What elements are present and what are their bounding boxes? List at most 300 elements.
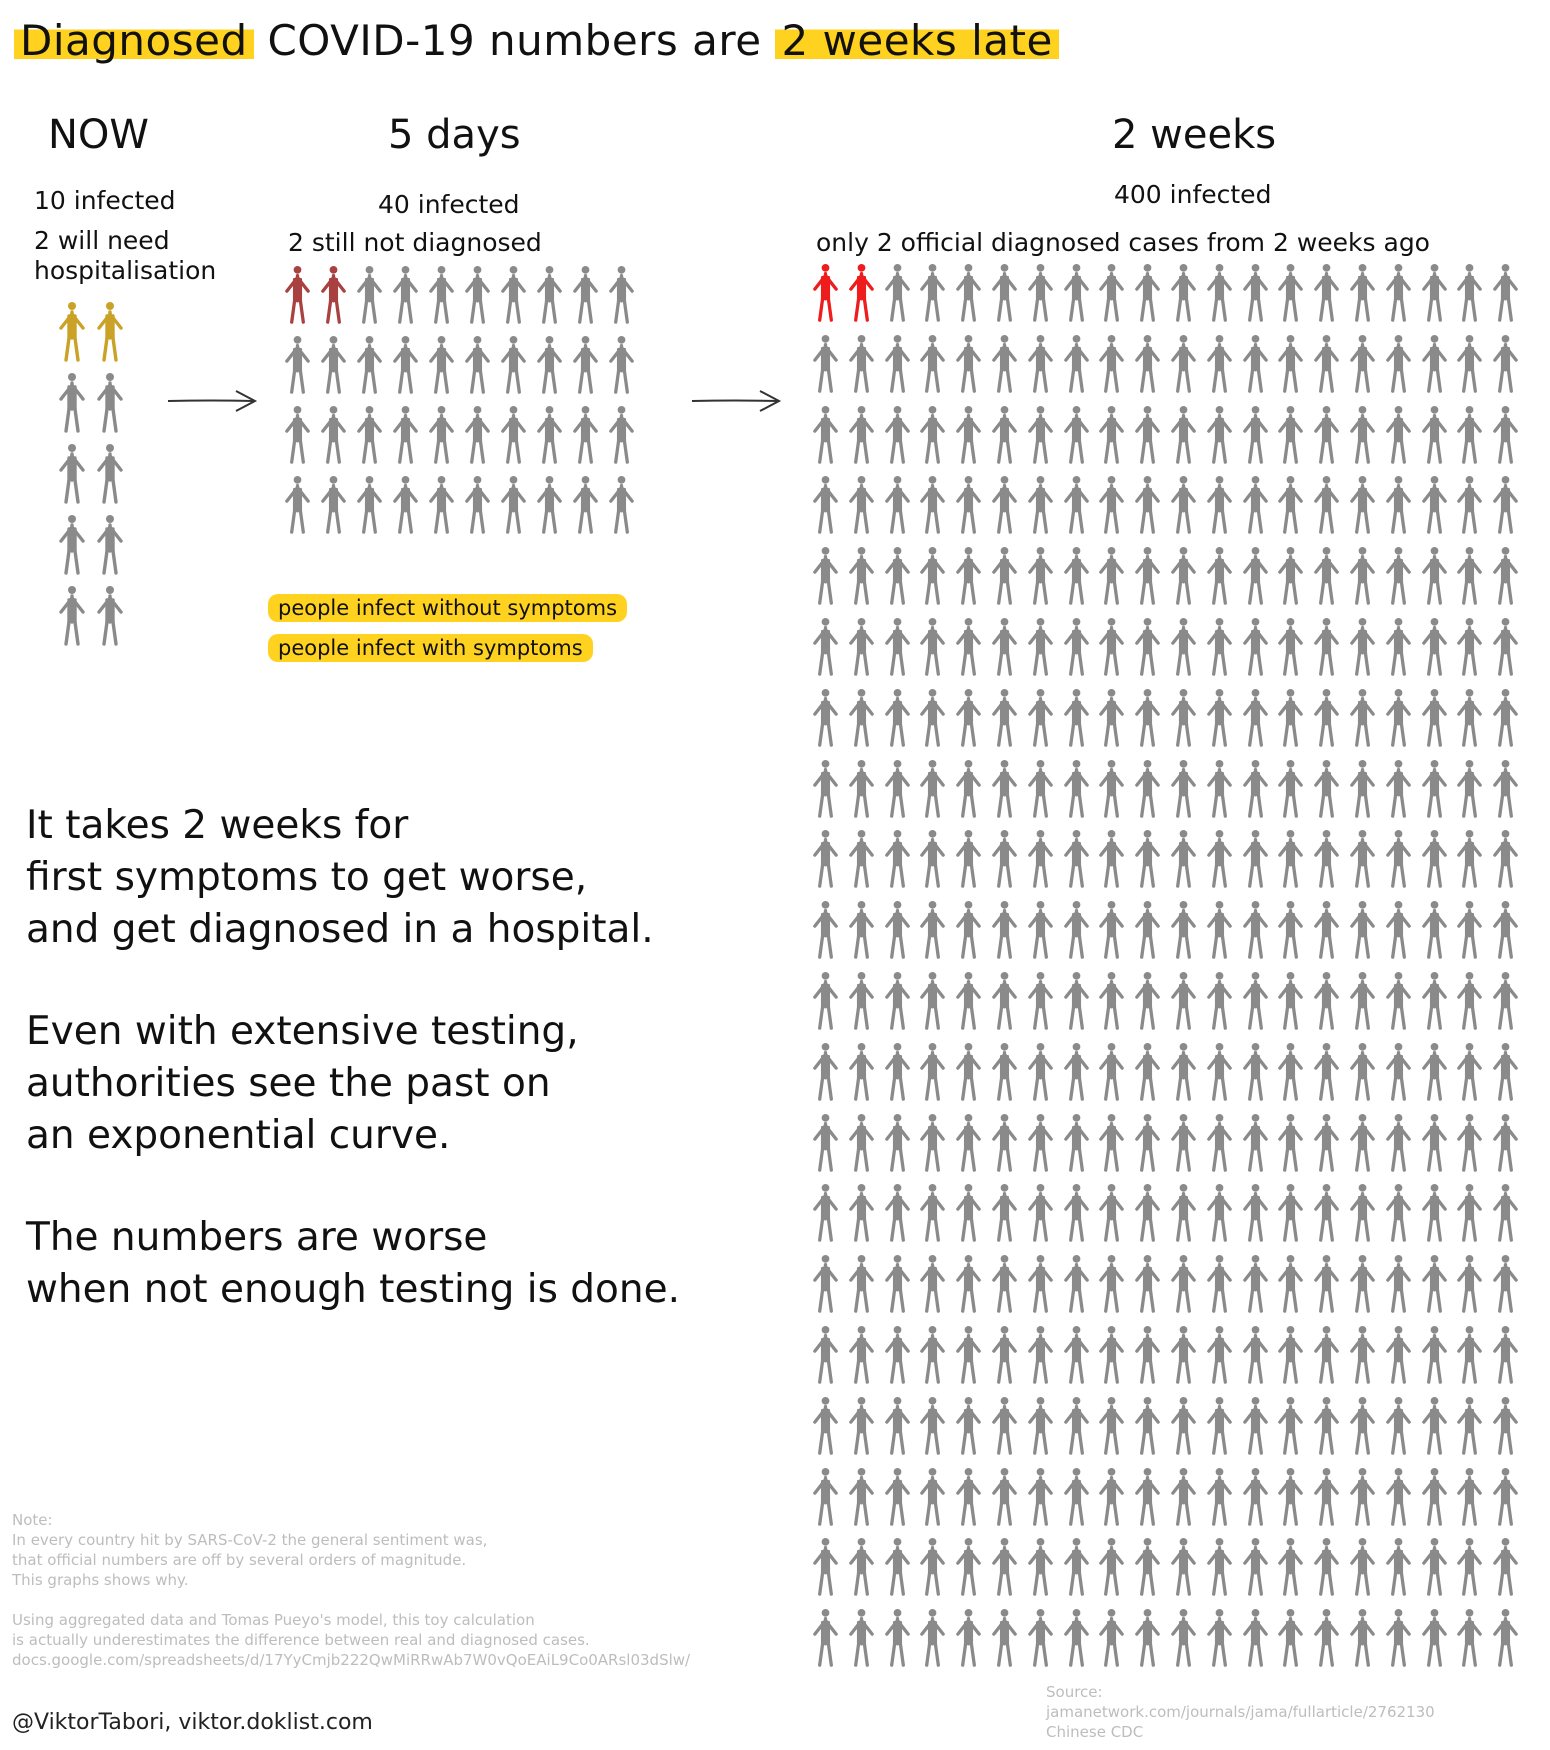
person-icon	[1347, 1041, 1378, 1103]
person-icon	[1132, 899, 1163, 961]
person-icon	[1347, 1466, 1378, 1528]
now-heading: NOW	[48, 112, 149, 158]
person-icon	[1240, 1607, 1271, 1669]
person-icon	[282, 474, 313, 536]
person-icon	[1419, 545, 1450, 607]
person-icon	[570, 474, 601, 536]
person-icon	[917, 474, 948, 536]
person-icon	[1347, 333, 1378, 395]
person-icon	[917, 1253, 948, 1315]
person-icon	[426, 474, 457, 536]
person-icon	[953, 1041, 984, 1103]
person-icon	[1096, 616, 1127, 678]
person-icon	[1132, 404, 1163, 466]
person-icon	[846, 828, 877, 890]
person-icon	[882, 1395, 913, 1457]
person-icon	[1025, 1253, 1056, 1315]
person-icon	[1275, 1536, 1306, 1598]
person-icon	[354, 264, 385, 326]
person-icon	[1419, 262, 1450, 324]
person-icon	[953, 262, 984, 324]
person-icon	[846, 404, 877, 466]
person-icon	[1490, 616, 1521, 678]
person-icon	[846, 616, 877, 678]
person-icon	[498, 474, 529, 536]
person-icon	[1132, 1112, 1163, 1174]
person-icon	[1168, 1466, 1199, 1528]
person-icon	[989, 404, 1020, 466]
person-icon	[534, 474, 565, 536]
person-icon	[917, 616, 948, 678]
person-icon	[810, 1041, 841, 1103]
person-icon	[1096, 333, 1127, 395]
person-icon	[1454, 262, 1485, 324]
person-icon	[498, 264, 529, 326]
person-icon	[390, 264, 421, 326]
person-icon	[1168, 616, 1199, 678]
person-icon	[1454, 474, 1485, 536]
person-icon	[1204, 474, 1235, 536]
person-icon	[1383, 687, 1414, 749]
person-icon	[989, 1466, 1020, 1528]
person-icon	[1383, 1395, 1414, 1457]
person-icon	[1240, 1182, 1271, 1244]
person-icon	[989, 1253, 1020, 1315]
person-icon	[1132, 1324, 1163, 1386]
person-icon	[882, 404, 913, 466]
person-icon	[1096, 970, 1127, 1032]
person-icon	[56, 513, 88, 577]
person-icon	[1132, 1041, 1163, 1103]
person-icon	[917, 1112, 948, 1174]
person-icon	[882, 758, 913, 820]
person-icon	[1275, 970, 1306, 1032]
person-icon	[1061, 404, 1092, 466]
person-icon	[1383, 474, 1414, 536]
person-icon	[462, 334, 493, 396]
person-icon	[1132, 1466, 1163, 1528]
person-icon	[1061, 1112, 1092, 1174]
person-icon	[882, 828, 913, 890]
person-icon	[94, 300, 126, 364]
person-icon	[882, 616, 913, 678]
person-icon	[390, 404, 421, 466]
person-icon	[1383, 262, 1414, 324]
explanation-p2-l1: Even with extensive testing,	[26, 1009, 579, 1054]
person-icon	[282, 264, 313, 326]
person-icon	[810, 1395, 841, 1457]
person-icon	[1347, 1395, 1378, 1457]
person-icon	[810, 1466, 841, 1528]
person-icon	[1311, 616, 1342, 678]
person-icon	[1204, 1536, 1235, 1598]
person-icon	[1347, 1112, 1378, 1174]
person-icon	[846, 333, 877, 395]
person-icon	[1168, 333, 1199, 395]
person-icon	[810, 1182, 841, 1244]
person-icon	[989, 899, 1020, 961]
person-icon	[953, 828, 984, 890]
person-icon	[1490, 828, 1521, 890]
person-icon	[1454, 616, 1485, 678]
person-icon	[1311, 404, 1342, 466]
person-icon	[1025, 758, 1056, 820]
person-icon	[1383, 1253, 1414, 1315]
person-icon	[882, 333, 913, 395]
person-icon	[1419, 404, 1450, 466]
note-spreadsheet-link[interactable]: docs.google.com/spreadsheets/d/17YyCmjb222QwMiRRwAb7W0vQoEAiL9Co0ARsl03dSlw/	[12, 1651, 691, 1669]
person-icon	[1490, 687, 1521, 749]
person-icon	[1383, 1041, 1414, 1103]
person-icon	[426, 334, 457, 396]
person-icon	[953, 899, 984, 961]
person-icon	[1025, 404, 1056, 466]
person-icon	[1347, 758, 1378, 820]
person-icon	[1025, 1112, 1056, 1174]
person-icon	[882, 262, 913, 324]
person-icon	[1204, 262, 1235, 324]
person-icon	[1275, 262, 1306, 324]
person-icon	[1275, 1395, 1306, 1457]
person-icon	[1061, 474, 1092, 536]
person-icon	[1168, 262, 1199, 324]
person-icon	[1347, 828, 1378, 890]
person-icon	[1383, 404, 1414, 466]
person-icon	[1419, 1041, 1450, 1103]
person-icon	[1061, 1041, 1092, 1103]
person-icon	[1454, 404, 1485, 466]
person-icon	[56, 300, 88, 364]
two-weeks-people-grid	[810, 262, 1526, 1678]
person-icon	[989, 474, 1020, 536]
person-icon	[1419, 687, 1450, 749]
person-icon	[882, 1466, 913, 1528]
person-icon	[810, 545, 841, 607]
person-icon	[56, 442, 88, 506]
person-icon	[1132, 1607, 1163, 1669]
person-icon	[953, 404, 984, 466]
person-icon	[56, 584, 88, 648]
person-icon	[810, 1253, 841, 1315]
person-icon	[1383, 545, 1414, 607]
person-icon	[1025, 1466, 1056, 1528]
person-icon	[989, 1112, 1020, 1174]
person-icon	[1132, 616, 1163, 678]
person-icon	[1061, 828, 1092, 890]
source-block	[1046, 1682, 1435, 1742]
person-icon	[989, 1607, 1020, 1669]
person-icon	[318, 474, 349, 536]
person-icon	[1454, 1041, 1485, 1103]
person-icon	[1454, 1536, 1485, 1598]
person-icon	[1061, 758, 1092, 820]
person-icon	[606, 264, 637, 326]
title-highlight-diagnosed: Diagnosed	[14, 16, 254, 65]
person-icon	[1490, 1182, 1521, 1244]
person-icon	[534, 334, 565, 396]
person-icon	[917, 758, 948, 820]
person-icon	[882, 1041, 913, 1103]
person-icon	[354, 334, 385, 396]
person-icon	[1419, 1607, 1450, 1669]
person-icon	[1490, 1041, 1521, 1103]
person-icon	[1204, 1112, 1235, 1174]
person-icon	[953, 333, 984, 395]
person-icon	[1025, 1182, 1056, 1244]
person-icon	[917, 545, 948, 607]
person-icon	[810, 616, 841, 678]
person-icon	[917, 404, 948, 466]
person-icon	[1454, 687, 1485, 749]
person-icon	[1096, 1324, 1127, 1386]
person-icon	[917, 1466, 948, 1528]
person-icon	[1383, 333, 1414, 395]
person-icon	[846, 1253, 877, 1315]
person-icon	[1061, 1395, 1092, 1457]
person-icon	[1096, 1253, 1127, 1315]
now-hosp-line1: 2 will need	[34, 226, 170, 255]
explanation-p1-l2: first symptoms to get worse,	[26, 855, 588, 900]
person-icon	[1347, 262, 1378, 324]
person-icon	[1204, 1395, 1235, 1457]
person-icon	[810, 333, 841, 395]
person-icon	[1419, 1253, 1450, 1315]
person-icon	[1454, 899, 1485, 961]
person-icon	[1096, 1112, 1127, 1174]
person-icon	[1383, 1466, 1414, 1528]
person-icon	[1132, 1182, 1163, 1244]
person-icon	[1383, 970, 1414, 1032]
person-icon	[1275, 474, 1306, 536]
arrow-right-icon	[166, 388, 258, 414]
two-weeks-heading: 2 weeks	[1112, 112, 1277, 158]
person-icon	[1419, 1395, 1450, 1457]
person-icon	[1454, 1324, 1485, 1386]
person-icon	[1096, 1607, 1127, 1669]
person-icon	[846, 1182, 877, 1244]
person-icon	[1311, 1041, 1342, 1103]
person-icon	[882, 1607, 913, 1669]
explanation-text	[26, 800, 786, 1366]
person-icon	[1454, 1182, 1485, 1244]
person-icon	[1454, 1466, 1485, 1528]
person-icon	[1204, 758, 1235, 820]
person-icon	[1204, 404, 1235, 466]
person-icon	[1168, 758, 1199, 820]
person-icon	[882, 1324, 913, 1386]
person-icon	[1419, 474, 1450, 536]
person-icon	[1240, 262, 1271, 324]
person-icon	[1061, 1182, 1092, 1244]
person-icon	[953, 1536, 984, 1598]
person-icon	[810, 899, 841, 961]
person-icon	[846, 545, 877, 607]
person-icon	[989, 1041, 1020, 1103]
person-icon	[1096, 828, 1127, 890]
person-icon	[1275, 687, 1306, 749]
person-icon	[282, 334, 313, 396]
person-icon	[390, 334, 421, 396]
note-block	[12, 1510, 690, 1670]
person-icon	[1025, 474, 1056, 536]
person-icon	[989, 687, 1020, 749]
person-icon	[1240, 828, 1271, 890]
source-link[interactable]: jamanetwork.com/journals/jama/fullarticle/2762130	[1046, 1703, 1435, 1721]
person-icon	[1454, 970, 1485, 1032]
person-icon	[1096, 404, 1127, 466]
person-icon	[917, 1324, 948, 1386]
person-icon	[354, 474, 385, 536]
person-icon	[534, 264, 565, 326]
person-icon	[1275, 616, 1306, 678]
explanation-p3-l2: when not enough testing is done.	[26, 1267, 681, 1312]
person-icon	[846, 1395, 877, 1457]
person-icon	[1168, 1536, 1199, 1598]
person-icon	[1383, 1324, 1414, 1386]
person-icon	[882, 1112, 913, 1174]
person-icon	[917, 333, 948, 395]
person-icon	[1490, 1536, 1521, 1598]
source-label: Source:	[1046, 1683, 1103, 1701]
person-icon	[1132, 262, 1163, 324]
person-icon	[1096, 1466, 1127, 1528]
person-icon	[1061, 1324, 1092, 1386]
person-icon	[1168, 404, 1199, 466]
person-icon	[882, 1182, 913, 1244]
person-icon	[1240, 758, 1271, 820]
person-icon	[1061, 899, 1092, 961]
person-icon	[1168, 828, 1199, 890]
person-icon	[1025, 262, 1056, 324]
person-icon	[1347, 616, 1378, 678]
person-icon	[917, 1395, 948, 1457]
person-icon	[1347, 404, 1378, 466]
person-icon	[1490, 1112, 1521, 1174]
person-icon	[1168, 1182, 1199, 1244]
person-icon	[917, 899, 948, 961]
person-icon	[953, 616, 984, 678]
person-icon	[846, 1324, 877, 1386]
person-icon	[1490, 1253, 1521, 1315]
person-icon	[94, 442, 126, 506]
person-icon	[1454, 1607, 1485, 1669]
person-icon	[318, 334, 349, 396]
person-icon	[1204, 828, 1235, 890]
person-icon	[846, 1112, 877, 1174]
person-icon	[1168, 545, 1199, 607]
person-icon	[1204, 333, 1235, 395]
person-icon	[1347, 899, 1378, 961]
person-icon	[810, 262, 841, 324]
person-icon	[810, 1324, 841, 1386]
explanation-p1-l1: It takes 2 weeks for	[26, 803, 409, 848]
person-icon	[1204, 545, 1235, 607]
person-icon	[1347, 970, 1378, 1032]
person-icon	[1347, 1324, 1378, 1386]
person-icon	[1311, 1466, 1342, 1528]
person-icon	[1383, 828, 1414, 890]
person-icon	[1096, 474, 1127, 536]
person-icon	[498, 334, 529, 396]
person-icon	[1419, 1536, 1450, 1598]
person-icon	[1096, 545, 1127, 607]
person-icon	[1168, 1607, 1199, 1669]
person-icon	[1311, 1182, 1342, 1244]
person-icon	[953, 1324, 984, 1386]
explanation-p2-l3: an exponential curve.	[26, 1113, 451, 1158]
person-icon	[1311, 262, 1342, 324]
person-icon	[1132, 970, 1163, 1032]
person-icon	[1311, 687, 1342, 749]
person-icon	[1240, 1395, 1271, 1457]
person-icon	[1490, 758, 1521, 820]
person-icon	[846, 1041, 877, 1103]
title-middle: COVID-19 numbers are	[253, 16, 776, 65]
person-icon	[953, 474, 984, 536]
person-icon	[1240, 1466, 1271, 1528]
person-icon	[1275, 1607, 1306, 1669]
person-icon	[917, 1041, 948, 1103]
person-icon	[1419, 333, 1450, 395]
person-icon	[1096, 1182, 1127, 1244]
person-icon	[1096, 687, 1127, 749]
person-icon	[606, 334, 637, 396]
person-icon	[917, 1607, 948, 1669]
person-icon	[810, 970, 841, 1032]
person-icon	[1347, 474, 1378, 536]
person-icon	[1025, 1395, 1056, 1457]
person-icon	[1490, 1466, 1521, 1528]
now-people-grid	[56, 300, 132, 655]
person-icon	[1311, 1253, 1342, 1315]
person-icon	[1311, 828, 1342, 890]
person-icon	[1275, 1112, 1306, 1174]
person-icon	[1490, 1607, 1521, 1669]
person-icon	[1419, 1182, 1450, 1244]
person-icon	[1275, 404, 1306, 466]
person-icon	[810, 1112, 841, 1174]
person-icon	[1168, 1112, 1199, 1174]
person-icon	[1311, 1536, 1342, 1598]
five-days-infected-count: 40 infected	[378, 190, 520, 219]
person-icon	[953, 545, 984, 607]
person-icon	[1419, 758, 1450, 820]
explanation-p1-l3: and get diagnosed in a hospital.	[26, 907, 654, 952]
person-icon	[1096, 262, 1127, 324]
person-icon	[56, 371, 88, 435]
person-icon	[917, 1182, 948, 1244]
person-icon	[989, 1182, 1020, 1244]
person-icon	[989, 262, 1020, 324]
person-icon	[846, 1607, 877, 1669]
person-icon	[1204, 1466, 1235, 1528]
note-line-1: In every country hit by SARS-CoV-2 the general sentiment was,	[12, 1531, 488, 1549]
person-icon	[1275, 1041, 1306, 1103]
person-icon	[1419, 1466, 1450, 1528]
person-icon	[1454, 545, 1485, 607]
person-icon	[989, 545, 1020, 607]
person-icon	[1061, 1253, 1092, 1315]
person-icon	[1311, 333, 1342, 395]
person-icon	[1096, 1536, 1127, 1598]
person-icon	[1347, 545, 1378, 607]
person-icon	[1025, 1536, 1056, 1598]
person-icon	[1025, 687, 1056, 749]
person-icon	[1275, 899, 1306, 961]
person-icon	[1061, 616, 1092, 678]
person-icon	[1168, 1041, 1199, 1103]
person-icon	[846, 1466, 877, 1528]
